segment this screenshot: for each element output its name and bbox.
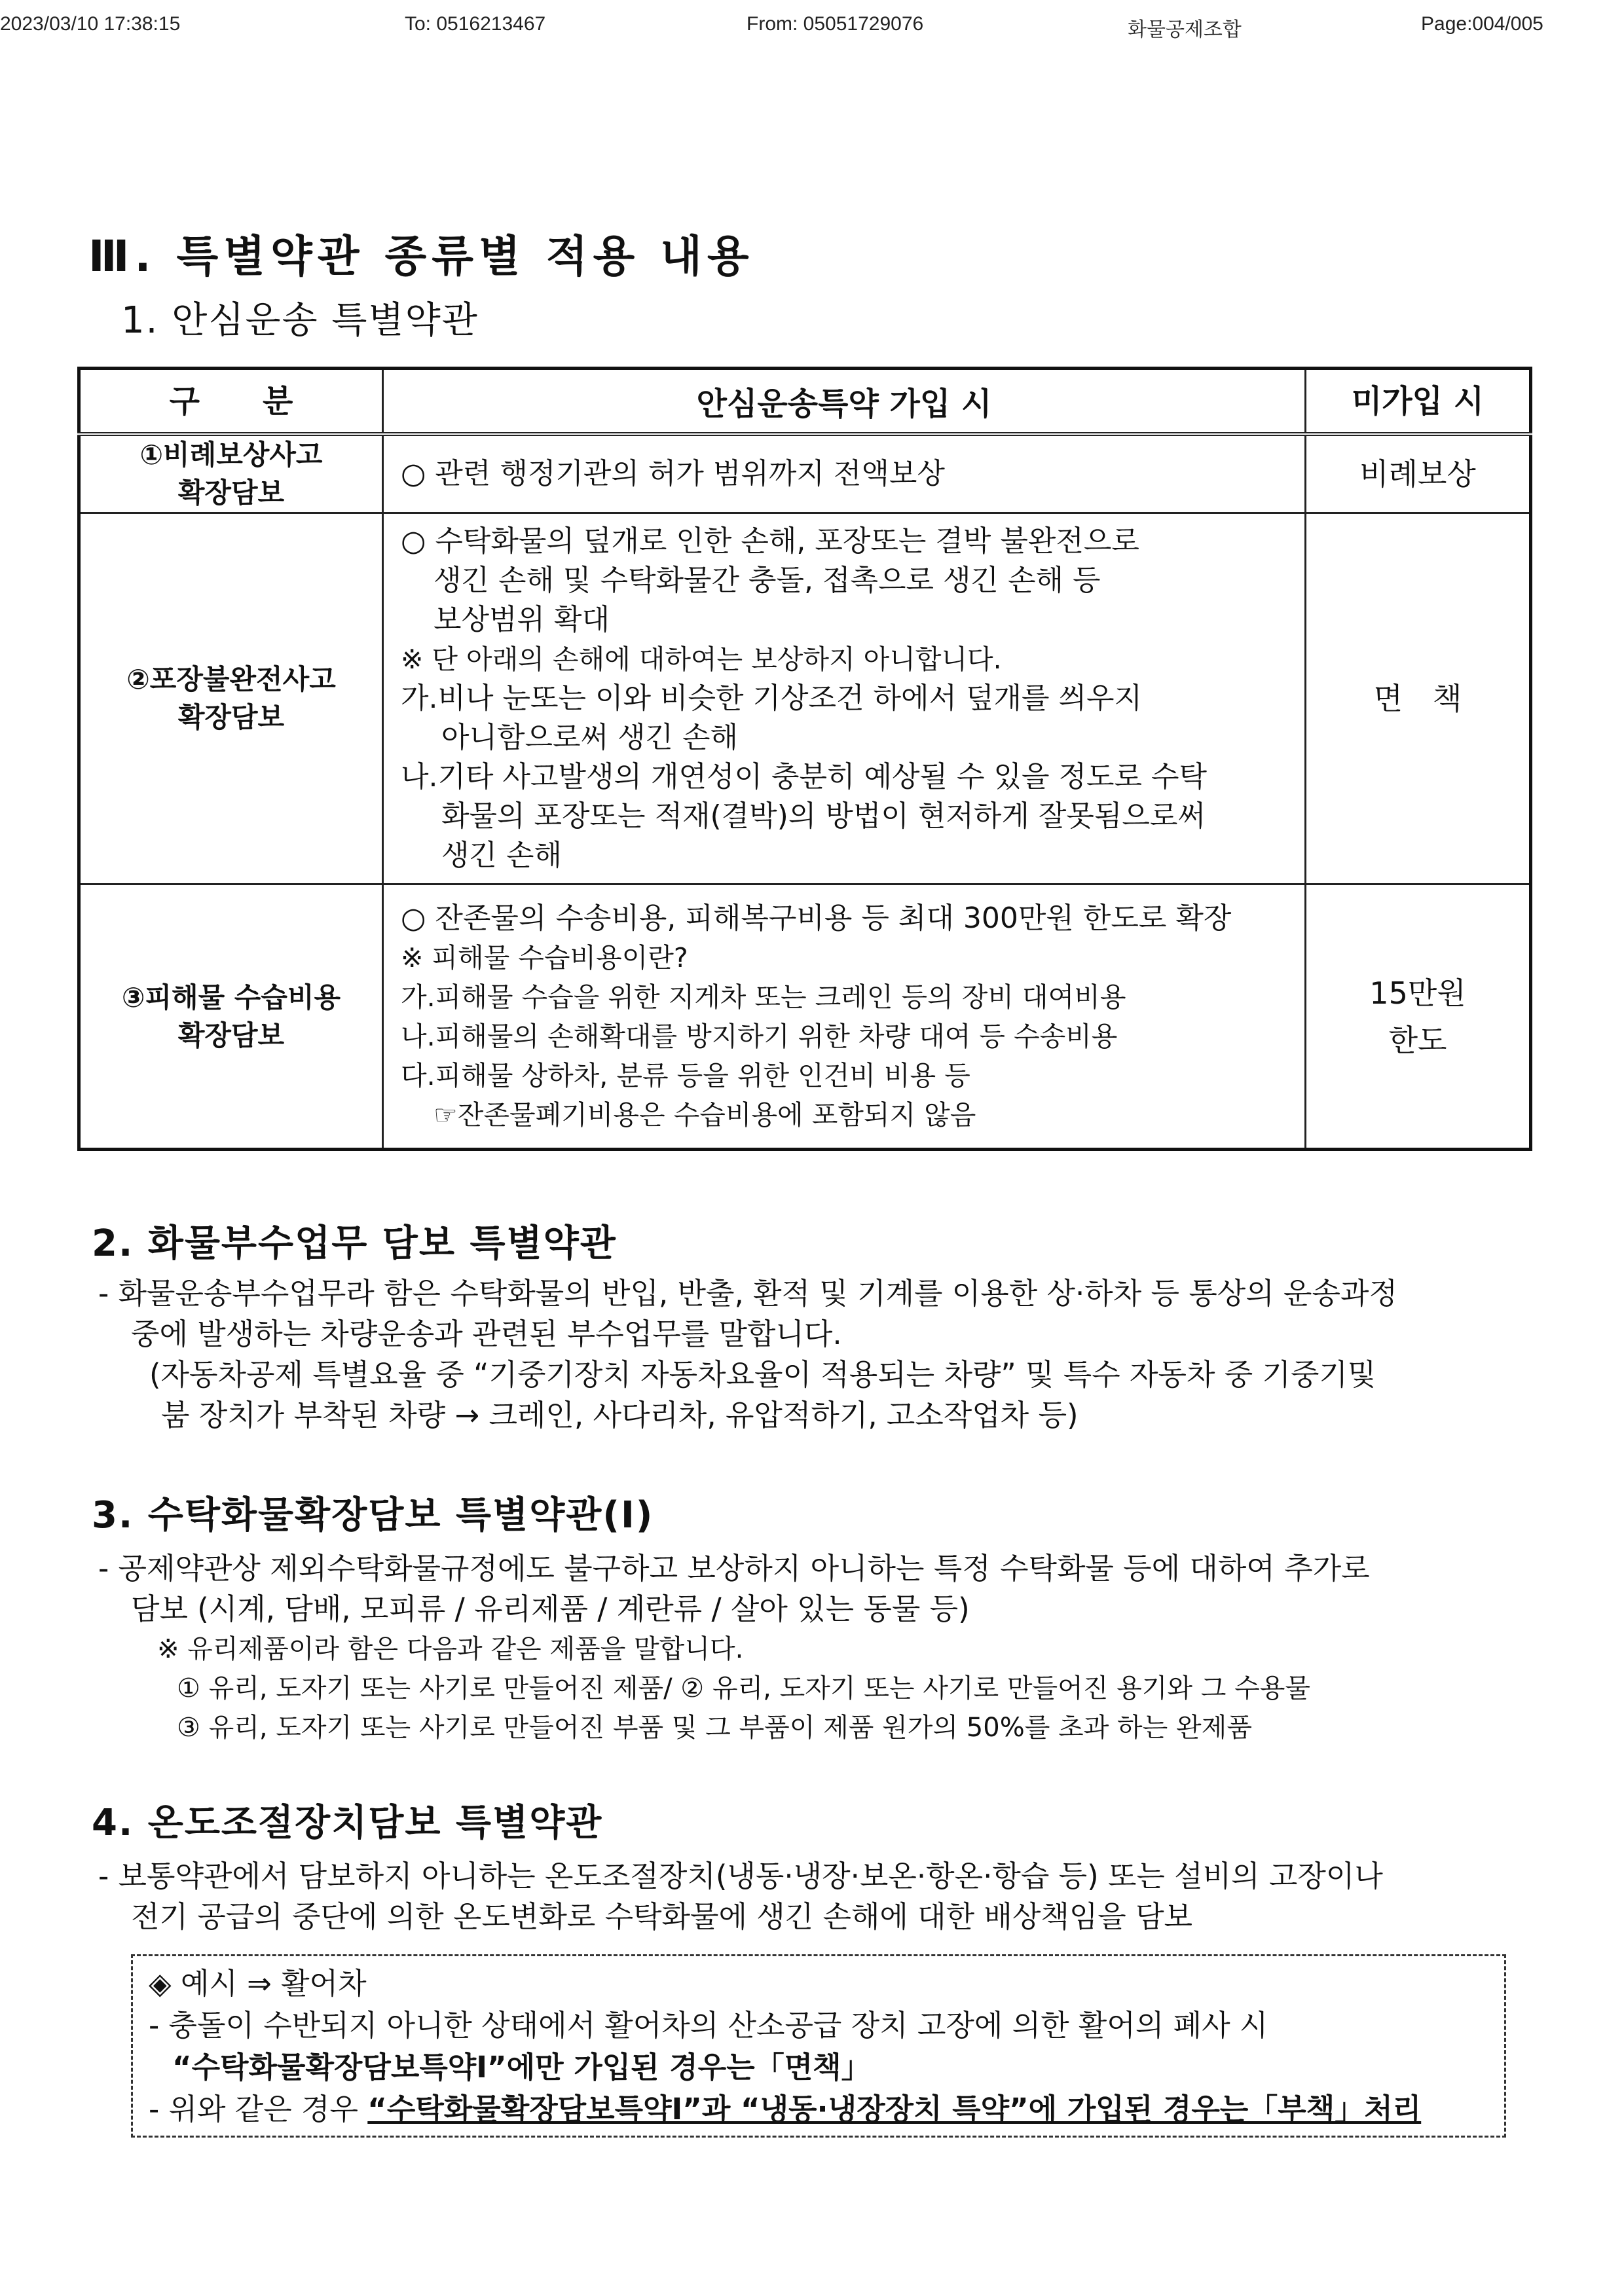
row1-category (79, 434, 383, 513)
not-joined-value: 비례보상 (1359, 456, 1476, 492)
category-line: 확장담보 (177, 1019, 285, 1051)
content-line: 다.피해물 상하차, 분류 등을 위한 인건비 비용 등 (401, 1059, 970, 1091)
body-line: ③ 유리, 도자기 또는 사기로 만들어진 부품 및 그 부품이 제품 원가의 50%를 초과 하는 완제품 (177, 1713, 1252, 1743)
example-title: ◈ 예시 ⇒ 활어차 (149, 1966, 367, 2001)
category-line: ②포장불완전사고 (126, 663, 336, 695)
content-line: 나.피해물의 손해확대를 방지하기 위한 차량 대여 등 수송비용 (401, 1020, 1118, 1052)
content-line: ○ 관련 행정기관의 허가 범위까지 전액보상 (401, 457, 945, 490)
row3-not-joined (1306, 884, 1531, 1150)
content-line: 나.기타 사고발생의 개연성이 충분히 예상될 수 있을 정도로 수탁 (401, 760, 1207, 793)
body-line: 중에 발생하는 차량운송과 관련된 부수업무를 말합니다. (131, 1317, 842, 1351)
fax-to: To: 0516213467 (405, 13, 546, 35)
example-line (149, 2088, 1488, 2130)
s3-body (98, 1548, 1370, 1747)
row3-content (383, 884, 1306, 1150)
content-line: 화물의 포장또는 적재(결박)의 방법이 현저하게 잘못됨으로써 (441, 799, 1206, 833)
table-row (79, 884, 1531, 1150)
row2-category (79, 513, 383, 884)
content-line: ○ 잔존물의 수송비용, 피해복구비용 등 최대 300만원 한도로 확장 (401, 901, 1232, 935)
body-line: ① 유리, 도자기 또는 사기로 만들어진 제품/ ② 유리, 도자기 또는 사기로 만들어진 용기와 그 수용물 (177, 1673, 1311, 1704)
s3-title: 3. 수탁화물확장담보 특별약관(Ⅰ) (92, 1494, 654, 1537)
s4-title: 4. 온도조절장치담보 특별약관 (92, 1802, 603, 1844)
table-row (79, 513, 1531, 884)
body-line: 담보 (시계, 담배, 모피류 / 유리제품 / 계란류 / 살아 있는 동물 등) (131, 1592, 970, 1626)
s2-body (98, 1273, 1397, 1436)
s4-body (98, 1856, 1383, 1937)
category-line: 확장담보 (177, 477, 285, 509)
body-line: 붐 장치가 부착된 차량 → 크레인, 사다리차, 유압적하기, 고소작업차 등) (161, 1398, 1079, 1432)
body-line: ※ 유리제품이라 함은 다음과 같은 제품을 말합니다. (157, 1634, 744, 1664)
content-line: 가.피해물 수습을 위한 지게차 또는 크레인 등의 장비 대여비용 (401, 981, 1126, 1013)
example-line: “수탁화물확장담보특약Ⅰ”에만 가입된 경우는「면책」 (172, 2050, 871, 2085)
body-line: - 공제약관상 제외수탁화물규정에도 불구하고 보상하지 아니하는 특정 수탁화물 등에 대하여 추가로 (98, 1551, 1370, 1586)
example-emphasis: “수탁화물확장담보특약Ⅰ”과 “냉동·냉장장치 특약”에 가입된 경우는「부책」처리 (367, 2092, 1422, 2126)
category-line: ①비례보상사고 (139, 439, 323, 471)
section-title: Ⅲ. 특별약관 종류별 적용 내용 (88, 231, 754, 282)
example-box (131, 1954, 1506, 2138)
fax-from: From: 05051729076 (747, 13, 924, 35)
content-line: ○ 수탁화물의 덮개로 인한 손해, 포장또는 결박 불완전으로 (401, 524, 1139, 558)
header-category: 구 분 (79, 369, 383, 435)
row1-not-joined (1306, 434, 1531, 513)
row1-content (383, 434, 1306, 513)
not-joined-value: 한도 (1388, 1022, 1447, 1058)
s2-title: 2. 화물부수업무 담보 특별약관 (92, 1222, 617, 1265)
table-header-row (79, 369, 1531, 435)
content-line: ※ 피해물 수습비용이란? (401, 941, 688, 974)
content-line: 아니함으로써 생긴 손해 (441, 721, 739, 754)
content-line: 생긴 손해 및 수탁화물간 충돌, 접촉으로 생긴 손해 등 (434, 564, 1101, 597)
body-line: (자동차공제 특별요율 중 “기중기장치 자동차요율이 적용되는 차량” 및 특수 자동차 중 기중기및 (149, 1357, 1376, 1392)
header-not-joined: 미가입 시 (1306, 369, 1531, 435)
fax-page: Page:004/005 (1421, 13, 1543, 35)
content-line: ☞잔존물폐기비용은 수습비용에 포함되지 않음 (434, 1099, 976, 1131)
not-joined-value: 면 책 (1373, 681, 1462, 716)
row2-not-joined (1306, 513, 1531, 884)
special-terms-table (77, 367, 1532, 1151)
fax-header (0, 9, 1624, 42)
category-line: ③피해물 수습비용 (121, 981, 341, 1013)
not-joined-value: 15만원 (1369, 975, 1466, 1011)
content-line: 보상범위 확대 (434, 603, 610, 636)
content-line: 가.비나 눈또는 이와 비슷한 기상조건 하에서 덮개를 씌우지 (401, 682, 1142, 715)
example-line: - 충돌이 수반되지 아니한 상태에서 활어차의 산소공급 장치 고장에 의한 활어의 폐사 시 (149, 2008, 1268, 2043)
row3-category (79, 884, 383, 1150)
category-line: 확장담보 (177, 701, 285, 733)
example-prefix: - 위와 같은 경우 (149, 2092, 368, 2126)
header-joined: 안심운송특약 가입 시 (383, 369, 1306, 435)
s1-title: 1. 안심운송 특별약관 (121, 299, 479, 342)
fax-datetime: 2023/03/10 17:38:15 (0, 13, 181, 35)
row2-content (383, 513, 1306, 884)
body-line: 전기 공급의 중단에 의한 온도변화로 수탁화물에 생긴 손해에 대한 배상책임을 담보 (131, 1899, 1193, 1934)
body-line: - 화물운송부수업무라 함은 수탁화물의 반입, 반출, 환적 및 기계를 이용한 상·하차 등 통상의 운송과정 (98, 1276, 1397, 1311)
body-line: - 보통약관에서 담보하지 아니하는 온도조절장치(냉동·냉장·보온·항온·항습 등) 또는 설비의 고장이나 (98, 1859, 1383, 1893)
table-row (79, 434, 1531, 513)
content-line: ※ 단 아래의 손해에 대하여는 보상하지 아니합니다. (401, 644, 1002, 675)
content-line: 생긴 손해 (441, 839, 563, 872)
fax-sender: 화물공제조합 (1128, 19, 1242, 41)
